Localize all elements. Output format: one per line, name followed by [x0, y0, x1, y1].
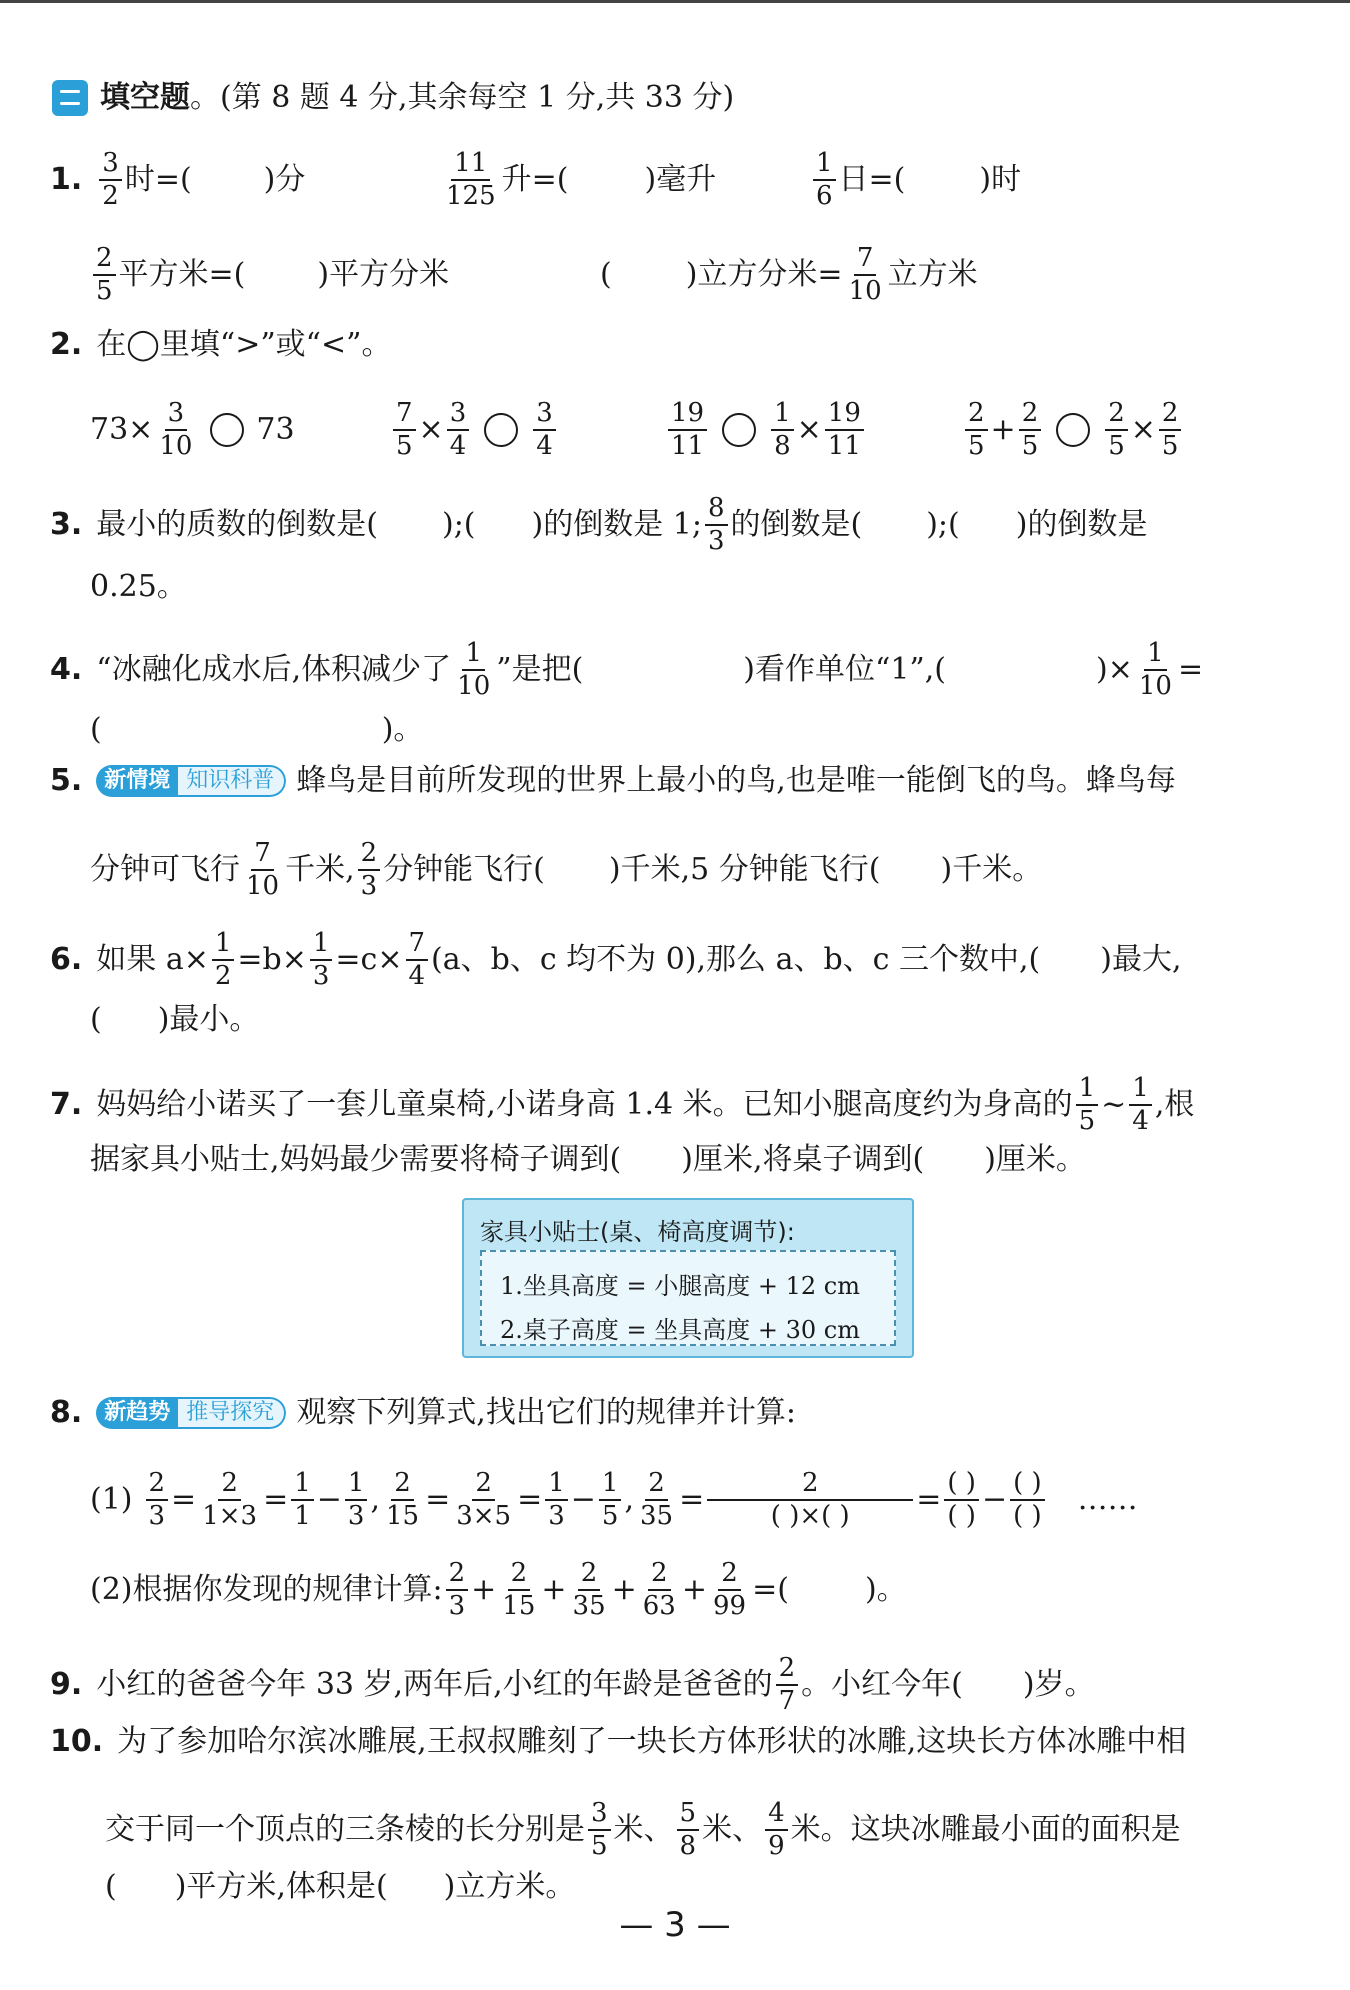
- equals-sign: =: [263, 1482, 289, 1518]
- page-number: — 3 —: [619, 1905, 731, 1945]
- tip-inner-box: [480, 1250, 896, 1346]
- q3-text: 0.25。: [90, 569, 187, 604]
- q8-stem: [50, 1397, 796, 1429]
- q8-text: =(: [752, 1572, 789, 1608]
- section-title: 填空题: [100, 80, 190, 115]
- fraction: $\frac{2}{1\times 3}$: [202, 1468, 258, 1532]
- fraction: $\frac{8}{3}$: [705, 495, 728, 556]
- q2e1-text: 73×: [90, 412, 154, 448]
- fraction: $\frac{4}{9}$: [765, 1800, 788, 1861]
- fraction: $\frac{2}{15}$: [385, 1468, 420, 1532]
- compare-circle[interactable]: [484, 413, 518, 447]
- fraction: $\frac{2}{3}$: [446, 1560, 469, 1621]
- fraction: $\frac{1}{5}$: [1076, 1075, 1099, 1136]
- q9-text: )岁。: [1022, 1667, 1095, 1703]
- q6-text: (a、b、c 均不为 0),那么 a、b、c 三个数中,(: [431, 942, 1041, 978]
- q8-number: 8.: [50, 1395, 83, 1430]
- section-note: 。(第 8 题 4 分,其余每空 1 分,共 33 分): [190, 80, 735, 115]
- equals-sign: =: [517, 1482, 543, 1518]
- fraction: $\frac{1}{6}$: [813, 150, 836, 211]
- q5-text: )千米。: [940, 852, 1043, 888]
- q6-line1: [50, 930, 1182, 991]
- fraction: $\frac{7}{5}$: [393, 400, 416, 461]
- q1e-open: (: [600, 257, 612, 293]
- comma: ,: [624, 1482, 635, 1518]
- fraction: $\frac{19}{11}$: [668, 400, 707, 461]
- q3-line1: [50, 495, 1147, 556]
- fraction: $\frac{1}{4}$: [1129, 1075, 1152, 1136]
- q1d-text: 平方米=(: [118, 257, 246, 293]
- q2-e2: [390, 400, 559, 461]
- fraction: $\frac{1}{3}$: [345, 1470, 368, 1531]
- q1c-text: 日=(: [838, 162, 906, 198]
- q2-e4: [962, 400, 1184, 461]
- q6-text: =c×: [335, 942, 403, 978]
- q7-text: 据家具小贴士,妈妈最少需要将椅子调到(: [90, 1142, 622, 1177]
- q3-text: 的倒数是(: [730, 507, 863, 543]
- equals-sign: =: [916, 1482, 942, 1518]
- fraction: $\frac{2}{99}$: [713, 1558, 747, 1622]
- q10-line2: [105, 1800, 1181, 1861]
- q5-text: 千米,: [285, 852, 355, 888]
- compare-circle[interactable]: [722, 413, 756, 447]
- q6-line2: [90, 1002, 260, 1037]
- q10-text: 米。这块冰雕最小面的面积是: [790, 1812, 1181, 1848]
- q3-text: )的倒数是: [1015, 507, 1148, 543]
- fraction: $\frac{7}{10}$: [848, 243, 882, 307]
- q4-text: )看作单位“1”,(: [743, 652, 947, 688]
- q8-part1-label: (1): [90, 1482, 133, 1518]
- tip-title: 家具小贴士(桌、椅高度调节):: [480, 1218, 795, 1246]
- times-sign: ×: [1130, 412, 1156, 448]
- section-header: [52, 80, 734, 116]
- q4-line1: [50, 640, 1203, 701]
- q10-text: )平方米,体积是(: [174, 1869, 388, 1904]
- q3-text: );(: [926, 507, 960, 543]
- q5-text: 蜂鸟是目前所发现的世界上最小的鸟,也是唯一能倒飞的鸟。蜂鸟每: [296, 763, 1176, 798]
- q1-line1: [50, 150, 305, 211]
- fraction: $\frac{1}{3}$: [545, 1470, 568, 1531]
- times-sign: ×: [418, 412, 444, 448]
- q3-text: )的倒数是 1;: [531, 507, 702, 543]
- q7-number: 7.: [50, 1087, 83, 1123]
- plus-sign: +: [471, 1572, 497, 1608]
- q2e1-value: 73: [256, 412, 295, 448]
- fraction-answer-blank[interactable]: $\frac{( )}{( )}$: [1010, 1470, 1045, 1531]
- fraction: $\frac{2}{15}$: [502, 1558, 536, 1622]
- q5-number: 5.: [50, 763, 83, 798]
- fraction: $\frac{19}{11}$: [825, 400, 864, 461]
- q10-text: 交于同一个顶点的三条棱的长分别是: [105, 1812, 585, 1848]
- q2-text: 在◯里填“>”或“<”。: [96, 327, 392, 362]
- q7-text: )厘米,将桌子调到(: [681, 1142, 925, 1177]
- q5-text: )千米,5 分钟能飞行(: [608, 852, 881, 888]
- q1-d: [90, 245, 449, 306]
- q4-number: 4.: [50, 652, 83, 688]
- q10-text: 为了参加哈尔滨冰雕展,王叔叔雕刻了一块长方体形状的冰雕,这块长方体冰雕中相: [117, 1724, 1187, 1759]
- plus-sign: +: [681, 1572, 707, 1608]
- fraction: $\frac{2}{5}$: [1159, 400, 1182, 461]
- minus-sign: −: [570, 1482, 596, 1518]
- q5-text: 分钟可飞行: [90, 852, 240, 888]
- q10-line3: [105, 1869, 576, 1904]
- q10-number: 10.: [50, 1724, 104, 1759]
- fraction: $\frac{7}{10}$: [246, 838, 280, 902]
- fraction: $\frac{3}{5}$: [588, 1800, 611, 1861]
- q3-number: 3.: [50, 507, 83, 543]
- q5-text: 分钟能飞行(: [383, 852, 545, 888]
- q7-line2: [90, 1142, 1086, 1177]
- plus-sign: +: [990, 412, 1016, 448]
- fraction: $\frac{2}{35}$: [640, 1468, 674, 1532]
- q3-text: 最小的质数的倒数是(: [96, 507, 378, 543]
- q1a-text: 时=(: [124, 162, 192, 198]
- tip-rule-1: 1.坐具高度 = 小腿高度 + 12 cm: [500, 1272, 860, 1300]
- q6-text: =b×: [237, 942, 307, 978]
- fraction: $\frac{3}{4}$: [533, 400, 556, 461]
- equals-sign: =: [171, 1482, 197, 1518]
- fraction: $\frac{1}{2}$: [212, 930, 235, 991]
- fraction: $\frac{2}{63}$: [642, 1558, 676, 1622]
- q9-number: 9.: [50, 1667, 83, 1703]
- furniture-tip-box: [462, 1198, 914, 1358]
- fraction: $\frac{2}{5}$: [1105, 400, 1128, 461]
- q2-e3: [665, 400, 867, 461]
- ellipsis: ……: [1077, 1482, 1138, 1518]
- comma: ,: [370, 1482, 380, 1518]
- minus-sign: −: [316, 1482, 342, 1518]
- q6-text: (: [90, 1002, 102, 1037]
- q9-text: 小红的爸爸今年 33 岁,两年后,小红的年龄是爸爸的: [96, 1667, 773, 1703]
- q1b-text: 升=(: [501, 162, 569, 198]
- compare-circle[interactable]: [210, 413, 244, 447]
- fraction: $\frac{3}{10}$: [159, 398, 193, 462]
- q5-line2: [90, 840, 1042, 901]
- q7-text: ~: [1101, 1087, 1127, 1123]
- fraction-answer-blank[interactable]: $\frac{2}{( )\times( )}$: [707, 1470, 913, 1531]
- q7-text: 妈妈给小诺买了一套儿童桌椅,小诺身高 1.4 米。已知小腿高度约为身高的: [96, 1087, 1073, 1123]
- fraction: $\frac{3}{4}$: [447, 400, 470, 461]
- fraction: $\frac{2}{35}$: [572, 1558, 606, 1622]
- q4-text: )×: [1096, 652, 1133, 688]
- q3-text: );(: [442, 507, 476, 543]
- fraction: $\frac{2}{5}$: [965, 400, 988, 461]
- q7-text: )厘米。: [984, 1142, 1086, 1177]
- fraction: $\frac{2}{3\times 5}$: [456, 1468, 512, 1532]
- q10-line1: [50, 1724, 1187, 1759]
- fraction: $\frac{1}{10}$: [1138, 638, 1172, 702]
- q2-stem: [50, 327, 392, 362]
- fraction: $\frac{7}{4}$: [406, 930, 429, 991]
- q4-line2: [90, 712, 424, 747]
- equals-sign: =: [679, 1482, 705, 1518]
- q8-part2-label: (2)根据你发现的规律计算:: [90, 1572, 443, 1608]
- q3-line2: [90, 569, 187, 604]
- q1e-unit: 立方米: [887, 257, 978, 293]
- compare-circle[interactable]: [1056, 413, 1090, 447]
- q1a-unit: )分: [263, 162, 306, 198]
- q6-text: )最小。: [157, 1002, 260, 1037]
- q10-text: (: [105, 1869, 117, 1904]
- fraction: $\frac{1}{8}$: [771, 400, 794, 461]
- q1d-unit: )平方分米: [317, 257, 450, 293]
- fraction-answer-blank[interactable]: $\frac{( )}{( )}$: [944, 1470, 979, 1531]
- fraction: $\frac{2}{5}$: [1019, 400, 1042, 461]
- fraction: $\frac{1}{5}$: [599, 1470, 622, 1531]
- q10-text: 米、: [613, 1812, 674, 1848]
- q4-text: “冰融化成水后,体积减少了: [96, 652, 452, 688]
- fraction: $\frac{2}{3}$: [358, 840, 381, 901]
- q10-text: 米、: [702, 1812, 763, 1848]
- q10-text: )立方米。: [443, 1869, 576, 1904]
- q8-text: )。: [864, 1572, 907, 1608]
- q6-number: 6.: [50, 942, 83, 978]
- times-sign: ×: [796, 412, 822, 448]
- minus-sign: −: [981, 1482, 1008, 1518]
- q1-c: [810, 150, 1021, 211]
- q8-text: 观察下列算式,找出它们的规律并计算:: [296, 1395, 796, 1430]
- q6-text: )最大,: [1100, 942, 1182, 978]
- plus-sign: +: [541, 1572, 567, 1608]
- q2-number: 2.: [50, 327, 83, 362]
- equals-sign: =: [425, 1482, 451, 1518]
- fraction: $\frac{1}{10}$: [457, 638, 491, 702]
- q4-text: ”是把(: [496, 652, 584, 688]
- q1c-unit: )时: [979, 162, 1022, 198]
- fraction: $\frac{1}{3}$: [310, 930, 333, 991]
- section-badge-icon: [52, 80, 88, 116]
- q4-text: )。: [381, 712, 424, 747]
- q2-e1: [90, 400, 295, 461]
- fraction: $\frac{3}{2}$: [99, 150, 122, 211]
- new-trend-tag: 新趋势 推导探究: [96, 1397, 286, 1429]
- fraction: $\frac{2}{3}$: [146, 1470, 169, 1531]
- fraction: $\frac{1}{1}$: [291, 1470, 314, 1531]
- q8-part1: [90, 1470, 1138, 1531]
- q4-text: (: [90, 712, 102, 747]
- q1b-unit: )毫升: [644, 162, 717, 198]
- q1-number: 1.: [50, 162, 83, 198]
- q9-text: 。小红今年(: [801, 1667, 963, 1703]
- top-border: [0, 0, 1350, 3]
- plus-sign: +: [611, 1572, 637, 1608]
- q7-text: ,根: [1154, 1087, 1195, 1123]
- fraction: $\frac{5}{8}$: [677, 1800, 700, 1861]
- new-context-tag: 新情境 知识科普: [96, 765, 286, 797]
- q9-line: [50, 1655, 1095, 1716]
- q1e-text: )立方分米=: [685, 257, 843, 293]
- fraction: $\frac{2}{5}$: [93, 245, 116, 306]
- q8-part2: [90, 1560, 907, 1621]
- fraction: $\frac{11}{125}$: [446, 148, 496, 212]
- fraction: $\frac{2}{7}$: [776, 1655, 799, 1716]
- q5-line1: [50, 765, 1176, 797]
- q6-text: 如果 a×: [96, 942, 209, 978]
- q1-b: [440, 150, 716, 211]
- q7-line1: [50, 1075, 1194, 1136]
- q4-text: =: [1177, 652, 1204, 688]
- tip-rule-2: 2.桌子高度 = 坐具高度 + 30 cm: [500, 1316, 860, 1344]
- q1-e: [600, 245, 978, 306]
